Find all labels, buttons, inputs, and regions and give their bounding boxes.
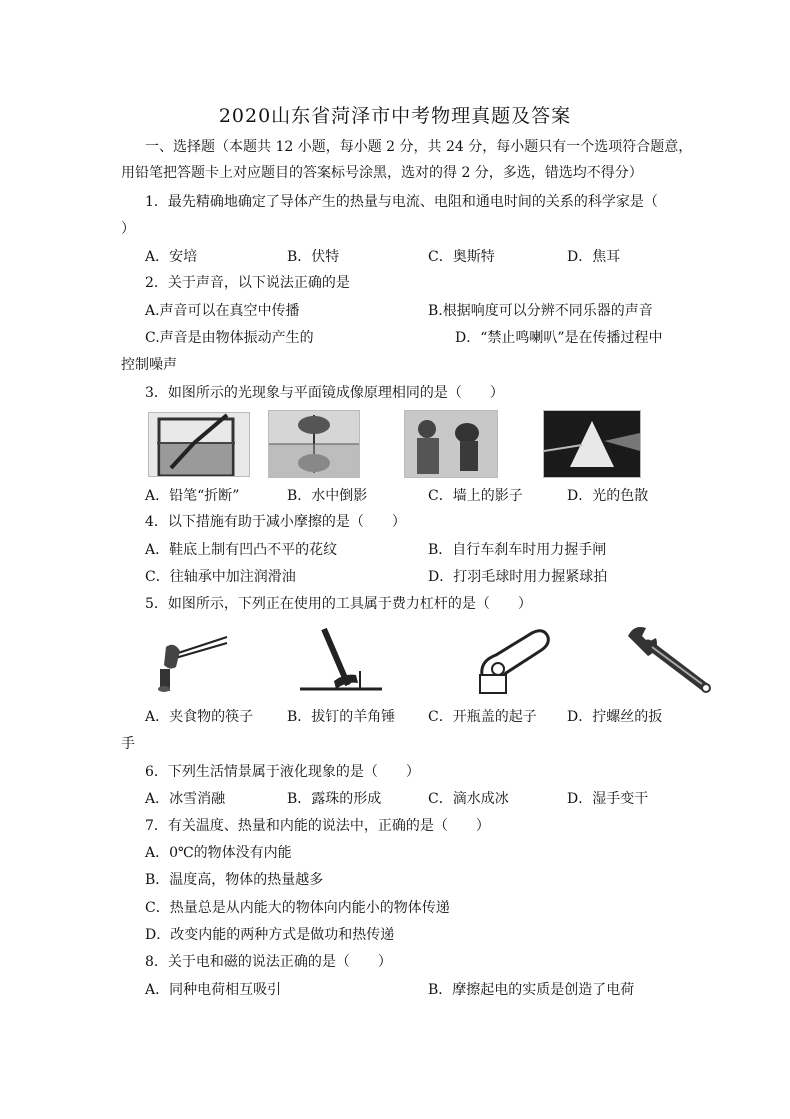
q5-image-wrench xyxy=(622,622,717,701)
q2-stem: 2．关于声音，以下说法正确的是 xyxy=(145,275,350,291)
q1-option-a: A．安培 xyxy=(145,249,198,265)
q3-stem: 3．如图所示的光现象与平面镜成像原理相同的是（ ） xyxy=(145,385,504,401)
q5-option-c: C．开瓶盖的起子 xyxy=(428,709,537,725)
q5-option-b: B．拔钉的羊角锤 xyxy=(287,709,396,725)
q2-option-b: B.根据响度可以分辨不同乐器的声音 xyxy=(428,303,653,319)
section-header-line1: 一、选择题（本题共 12 小题，每小题 2 分，共 24 分，每小题只有一个选项符合题意， xyxy=(145,139,693,155)
q7-option-b: B．温度高，物体的热量越多 xyxy=(145,872,324,888)
q3-image-dispersion-prism xyxy=(543,410,641,478)
q5-image-bottle-opener xyxy=(476,625,556,699)
q7-stem: 7．有关温度、热量和内能的说法中，正确的是（ ） xyxy=(145,818,490,834)
q6-stem: 6．下列生活情景属于液化现象的是（ ） xyxy=(145,764,420,780)
q6-option-d: D．湿手变干 xyxy=(567,791,649,807)
q5-image-chopsticks xyxy=(152,625,232,699)
q2-option-d-cont: 控制噪声 xyxy=(121,357,177,373)
q3-option-c: C．墙上的影子 xyxy=(428,488,523,504)
q5-option-d: D．拧螺丝的扳 xyxy=(567,709,663,725)
q5-stem: 5．如图所示，下列正在使用的工具属于费力杠杆的是（ ） xyxy=(145,596,532,612)
section-header-line2: 用铅笔把答题卡上对应题目的答案标号涂黑，选对的得 2 分，多选，错选均不得分） xyxy=(121,165,643,181)
q6-option-a: A．冰雪消融 xyxy=(145,791,226,807)
q4-stem: 4．以下措施有助于减小摩擦的是（ ） xyxy=(145,514,406,530)
q2-option-c: C.声音是由物体振动产生的 xyxy=(145,330,314,346)
q6-option-b: B．露珠的形成 xyxy=(287,791,382,807)
q3-image-shadow-on-wall xyxy=(404,410,498,478)
q5-option-a: A．夹食物的筷子 xyxy=(145,709,254,725)
q3-image-pencil-in-water xyxy=(148,412,250,477)
q4-option-b: B．自行车刹车时用力握手闸 xyxy=(428,542,607,558)
q4-option-c: C．往轴承中加注润滑油 xyxy=(145,569,296,585)
page-title: 2020山东省菏泽市中考物理真题及答案 xyxy=(218,105,572,127)
q8-option-b: B．摩擦起电的实质是创造了电荷 xyxy=(428,982,635,998)
q5-image-claw-hammer xyxy=(296,625,386,699)
q4-option-d: D．打羽毛球时用力握紧球拍 xyxy=(428,569,608,585)
q3-option-d: D．光的色散 xyxy=(567,488,649,504)
q2-option-d: D．“禁止鸣喇叭”是在传播过程中 xyxy=(455,330,663,346)
q4-option-a: A．鞋底上制有凹凸不平的花纹 xyxy=(145,542,338,558)
q3-image-reflection-in-water xyxy=(268,410,360,478)
q6-option-c: C．滴水成冰 xyxy=(428,791,509,807)
q1-option-b: B．伏特 xyxy=(287,249,340,265)
q1-option-c: C．奥斯特 xyxy=(428,249,495,265)
q8-stem: 8．关于电和磁的说法正确的是（ ） xyxy=(145,954,392,970)
q1-option-d: D．焦耳 xyxy=(567,249,621,265)
q2-option-a: A.声音可以在真空中传播 xyxy=(145,303,300,319)
q1-stem-cont: ） xyxy=(121,221,135,237)
q7-option-a: A．0℃的物体没有内能 xyxy=(145,845,292,861)
q3-option-a: A．铅笔“折断” xyxy=(145,488,240,504)
q7-option-c: C．热量总是从内能大的物体向内能小的物体传递 xyxy=(145,900,450,916)
q5-option-d-cont: 手 xyxy=(121,736,135,752)
q7-option-d: D．改变内能的两种方式是做功和热传递 xyxy=(145,927,395,943)
q1-stem: 1．最先精确地确定了导体产生的热量与电流、电阻和通电时间的关系的科学家是（ xyxy=(145,194,658,210)
q3-option-b: B．水中倒影 xyxy=(287,488,368,504)
q8-option-a: A．同种电荷相互吸引 xyxy=(145,982,282,998)
